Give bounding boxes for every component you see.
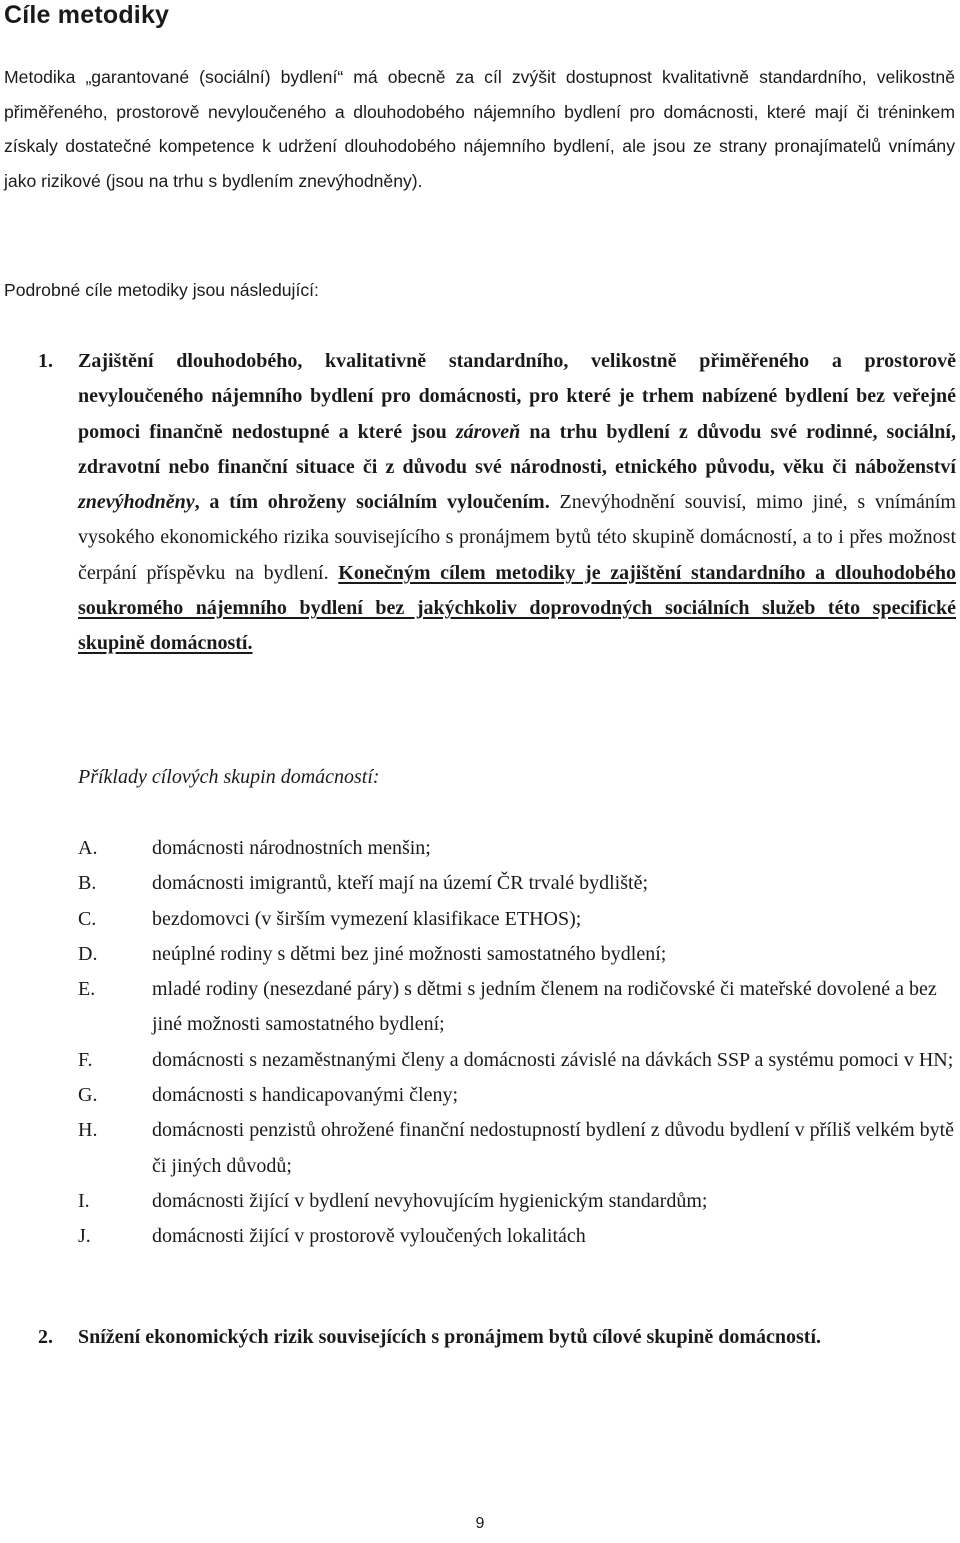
list-item-text: mladé rodiny (nesezdané páry) s dětmi s jedním členem na rodičovské či mateřské dovolené a bez jiné možnosti samostatného bydlení; <box>152 978 937 1036</box>
goal-1-italic-a: zároveň <box>455 420 521 443</box>
list-item <box>78 1043 956 1078</box>
goal-1-paragraph <box>78 344 956 662</box>
list-item <box>78 866 956 901</box>
goal-1-bold-c: , a tím ohroženy sociálním vyloučením. <box>194 491 550 514</box>
goal-1-number: 1. <box>38 350 53 372</box>
page-title: Cíle metodiky <box>4 1 170 29</box>
goal-1-final-aim: Konečným cílem metodiky je zajištění standardního a dlouhodobého soukromého nájemního bydlení bez jakýchkoliv doprovodných sociálních služeb této specifické skupině domácností. <box>78 561 957 655</box>
intro-paragraph: Metodika „garantované (sociální) bydlení“ má obecně za cíl zvýšit dostupnost kvalitativně standardního, velikostně přiměřeného, prostorově nevyloučeného a dlouhodobého nájemního bydlení pro domácnosti, které mají či tréninkem získaly dostatečné kompetence k udržení dlouhodobého nájemního bydlení, ale jsou ze strany pronajímatelů vnímány jako rizikové (jsou na trhu s bydlením znevýhodněny). <box>4 67 955 191</box>
list-item <box>78 1113 956 1184</box>
list-item-text: domácnosti imigrantů, kteří mají na území ČR trvalé bydliště; <box>152 872 649 895</box>
list-item-letter: H. <box>78 1119 98 1142</box>
list-item-letter: F. <box>78 1048 93 1071</box>
list-item-text: bezdomovci (v širším vymezení klasifikace ETHOS); <box>152 907 582 930</box>
list-item <box>78 937 956 972</box>
list-item-text: domácnosti žijící v bydlení nevyhovujícím hygienickým standardům; <box>152 1189 708 1212</box>
list-item-letter: G. <box>78 1084 98 1107</box>
goal-1-bold-b: na trhu bydlení z důvodu své rodinné, sociální, zdravotní nebo finanční situace či z důvodu své národnosti, etnického původu, věku či náboženství <box>78 420 956 478</box>
list-item-text: domácnosti národnostních menšin; <box>152 837 431 859</box>
list-item-letter: I. <box>78 1189 90 1212</box>
list-item-letter: C. <box>78 907 97 930</box>
goals-lead-text: Podrobné cíle metodiky jsou následující: <box>4 280 319 300</box>
list-item-text: neúplné rodiny s dětmi bez jiné možnosti samostatného bydlení; <box>152 942 667 965</box>
list-item-letter: E. <box>78 978 96 1001</box>
goal-1-bold-a: Zajištění dlouhodobého, kvalitativně standardního, velikostně přiměřeného a prostorově nevyloučeného nájemního bydlení pro domácnosti, pro které je trhem nabízené bydlení bez veřejné pomoci finančně nedostupné a které jsou <box>78 350 956 443</box>
examples-heading: Příklady cílových skupin domácností: <box>78 766 380 788</box>
list-item <box>78 1184 956 1219</box>
list-item <box>78 1078 956 1113</box>
list-item <box>78 831 956 866</box>
goal-2-number: 2. <box>38 1326 53 1348</box>
list-item-text: domácnosti žijící v prostorově vyloučených lokalitách <box>152 1225 586 1248</box>
list-item-text: domácnosti penzistů ohrožené finanční nedostupností bydlení z důvodu bydlení v příliš velkém bytě či jiných důvodů; <box>152 1119 955 1177</box>
list-item-letter: B. <box>78 872 97 895</box>
list-item <box>78 1219 956 1254</box>
goal-1-italic-b: znevýhodněny <box>78 491 195 514</box>
list-item-letter: D. <box>78 942 98 965</box>
list-item <box>78 902 956 937</box>
target-groups-list <box>78 831 956 1255</box>
list-item-text: domácnosti s handicapovanými členy; <box>152 1084 459 1107</box>
list-item-text: domácnosti s nezaměstnanými členy a domácnosti závislé na dávkách SSP a systému pomoci v HN; <box>152 1048 954 1071</box>
page-number: 9 <box>475 1515 485 1532</box>
list-item-letter: J. <box>78 1225 91 1248</box>
goal-1-normal-text: Znevýhodnění souvisí, mimo jiné, s vnímáním vysokého ekonomického rizika souvisejícího s pronájmem bytů této skupině domácností, a to i přes možnost čerpání příspěvku na bydlení. <box>78 491 956 584</box>
list-item-letter: A. <box>78 837 98 859</box>
list-item <box>78 972 956 1043</box>
goal-2-paragraph: Snížení ekonomických rizik souvisejících s pronájmem bytů cílové skupině domácností. <box>78 1326 822 1348</box>
